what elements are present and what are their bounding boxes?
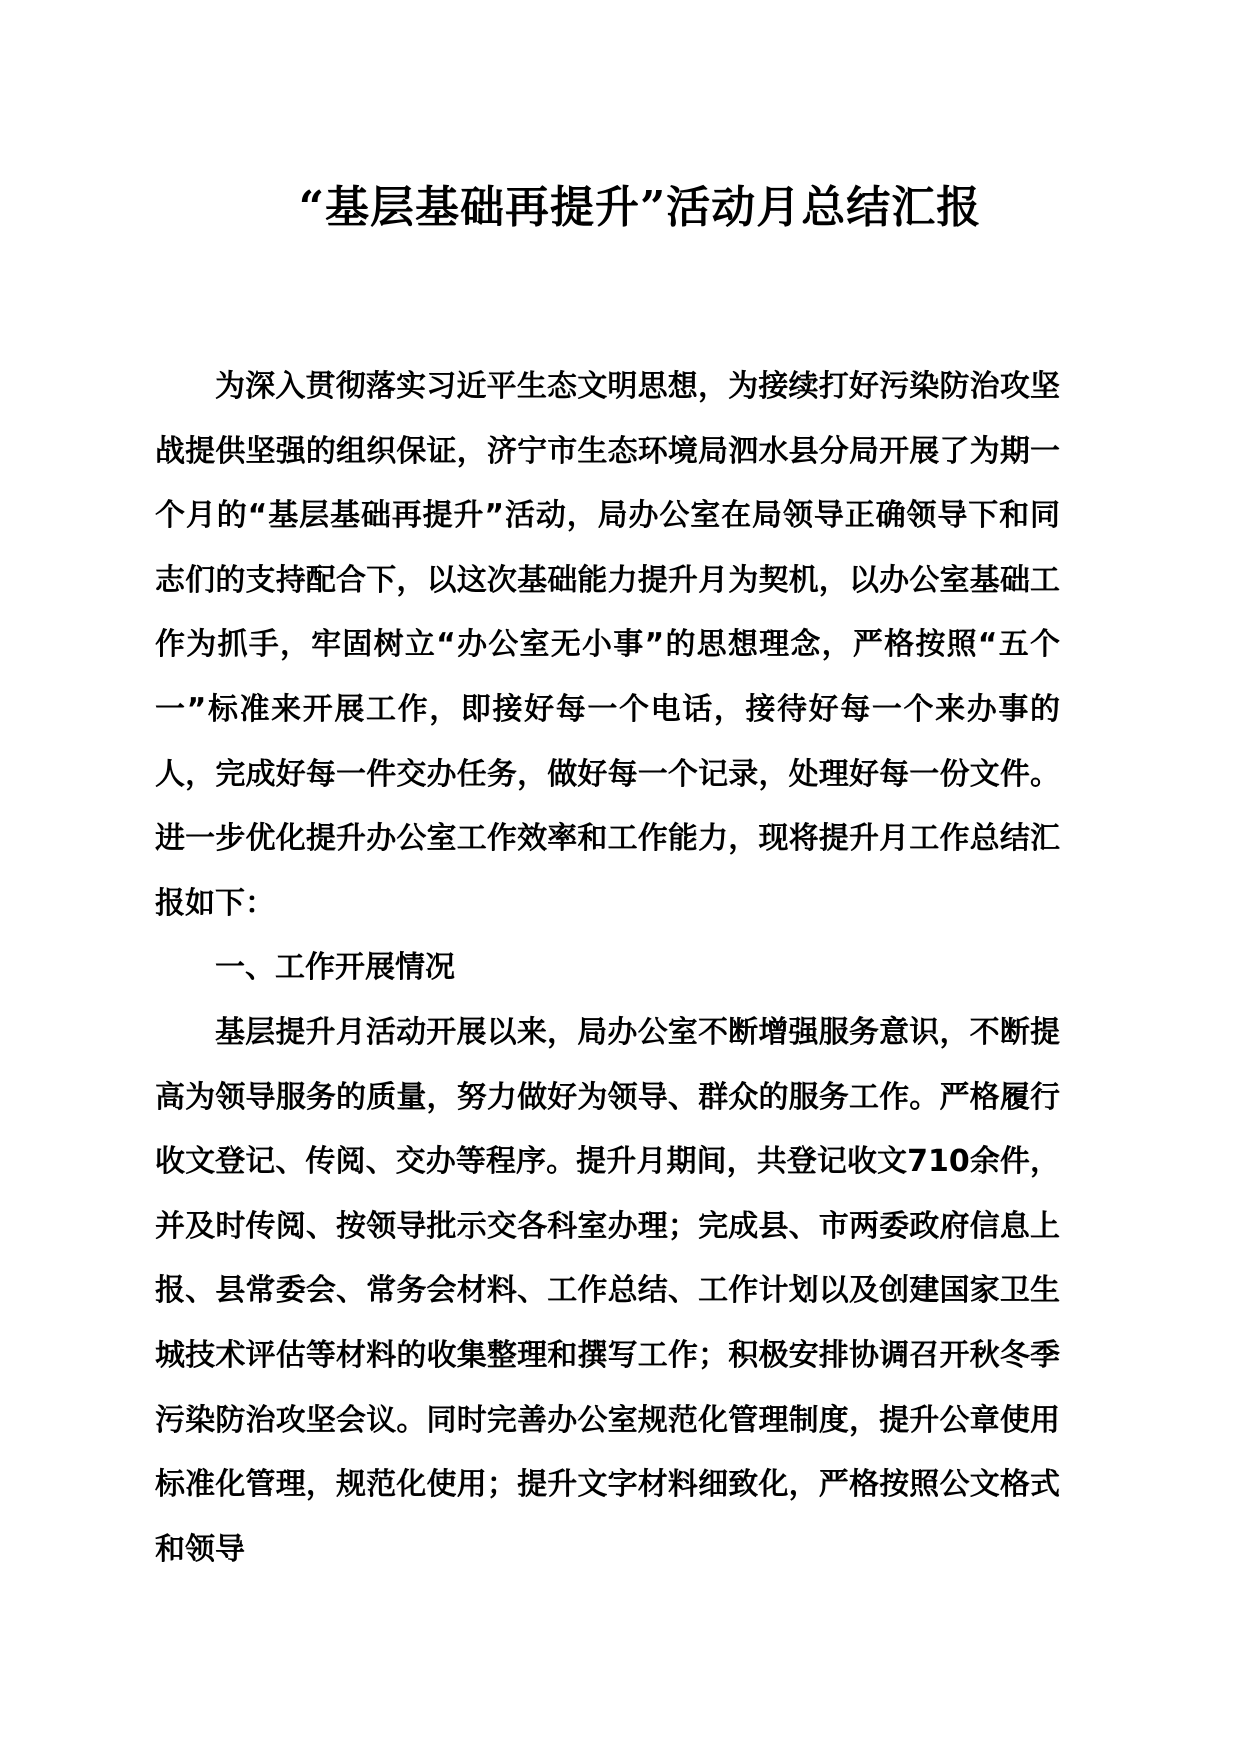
body-paragraph: 基层提升月活动开展以来，局办公室不断增强服务意识，不断提高为领导服务的质量，努力做好为领导、群众的服务工作。严格履行收文登记、传阅、交办等程序。提升月期间，共登记收文710余件，并及时传阅、按领导批示交各科室办理；完成县、市两委政府信息上报、县常委会、常务会材料、工作总结、工作计划以及创建国家卫生城技术评估等材料的收集整理和撰写工作；积极安排协调召开秋冬季污染防治攻坚会议。同时完善办公室规范化管理制度，提升公章使用标准化管理，规范化使用；提升文字材料细致化，严格按照公文格式和领导 bbox=[155, 1014, 1060, 1567]
intro-paragraph: 为深入贯彻落实习近平生态文明思想，为接续打好污染防治攻坚战提供坚强的组织保证，济宁市生态环境局泗水县分局开展了为期一个月的“基层基础再提升”活动，局办公室在局领导正确领导下和同志们的支持配合下，以这次基础能力提升月为契机，以办公室基础工作为抓手，牢固树立“办公室无小事”的思想理念，严格按照“五个一”标准来开展工作，即接好每一个电话，接待好每一个来办事的人，完成好每一件交办任务，做好每一个记录，处理好每一份文件。进一步优化提升办公室工作效率和工作能力，现将提升月工作总结汇报如下： bbox=[155, 369, 1060, 921]
document-title: “基层基础再提升”活动月总结汇报 bbox=[298, 182, 982, 233]
section-heading: 一、工作开展情况 bbox=[215, 950, 455, 986]
document-body bbox=[155, 355, 1060, 1582]
